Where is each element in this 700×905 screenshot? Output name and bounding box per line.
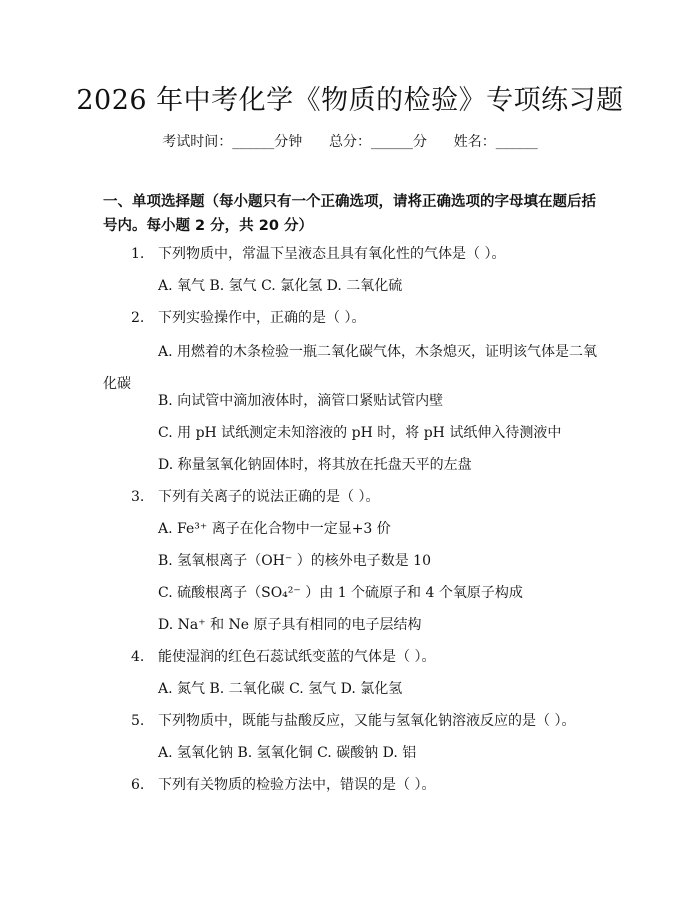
question-number: 2. (131, 310, 145, 326)
question-options: A. 氮气 B. 二氧化碳 C. 氢气 D. 氯化氢 (158, 681, 403, 697)
question-option: D. Na⁺ 和 Ne 原子具有相同的电子层结构 (158, 617, 422, 633)
question-option: B. 向试管中滴加液体时，滴管口紧贴试管内壁 (158, 393, 444, 409)
question-number: 4. (131, 649, 145, 665)
question-option: A. Fe³⁺ 离子在化合物中一定显+3 价 (158, 521, 391, 537)
question-option: C. 硫酸根离子（SO₄²⁻ ）由 1 个硫原子和 4 个氧原子构成 (158, 585, 523, 601)
question-stem: 下列物质中，既能与盐酸反应，又能与氢氧化钠溶液反应的是（ ）。 (158, 713, 576, 729)
question-option: C. 用 pH 试纸测定未知溶液的 pH 时，将 pH 试纸伸入待测液中 (158, 425, 562, 441)
question-stem: 下列实验操作中，正确的是（ ）。 (158, 310, 366, 326)
question-option: D. 称量氢氧化钠固体时，将其放在托盘天平的左盘 (158, 457, 472, 473)
question-number: 5. (131, 713, 145, 729)
question-stem: 下列有关物质的检验方法中，错误的是（ ）。 (158, 777, 436, 793)
question-number: 3. (131, 489, 145, 505)
question-number: 6. (131, 777, 145, 793)
exam-meta (0, 131, 700, 151)
question-options: A. 氢氧化钠 B. 氢氧化铜 C. 碳酸钠 D. 铝 (158, 745, 417, 761)
question-number: 1. (131, 246, 145, 262)
score-field: 总分：______分 (329, 134, 427, 150)
question-options: A. 氧气 B. 氢气 C. 氯化氢 D. 二氧化硫 (158, 278, 403, 294)
question-stem: 能使湿润的红色石蕊试纸变蓝的气体是（ ）。 (158, 649, 436, 665)
page-title: 2026 年中考化学《物质的检验》专项练习题 (76, 85, 624, 116)
question-option: B. 氢氧根离子（OH⁻ ）的核外电子数是 10 (158, 553, 431, 569)
time-field: 考试时间：______分钟 (162, 134, 303, 150)
question-option: A. 用燃着的木条检验一瓶二氧化碳气体，木条熄灭，证明该气体是二氧化碳 (103, 344, 598, 392)
question-stem: 下列有关离子的说法正确的是（ ）。 (158, 489, 380, 505)
question-stem: 下列物质中，常温下呈液态且具有氧化性的气体是（ ）。 (158, 246, 506, 262)
name-field: 姓名：______ (453, 134, 538, 150)
section-heading: 一、单项选择题（每小题只有一个正确选项，请将正确选项的字母填在题后括号内。每小题 2 分，共 20 分） (103, 194, 596, 234)
